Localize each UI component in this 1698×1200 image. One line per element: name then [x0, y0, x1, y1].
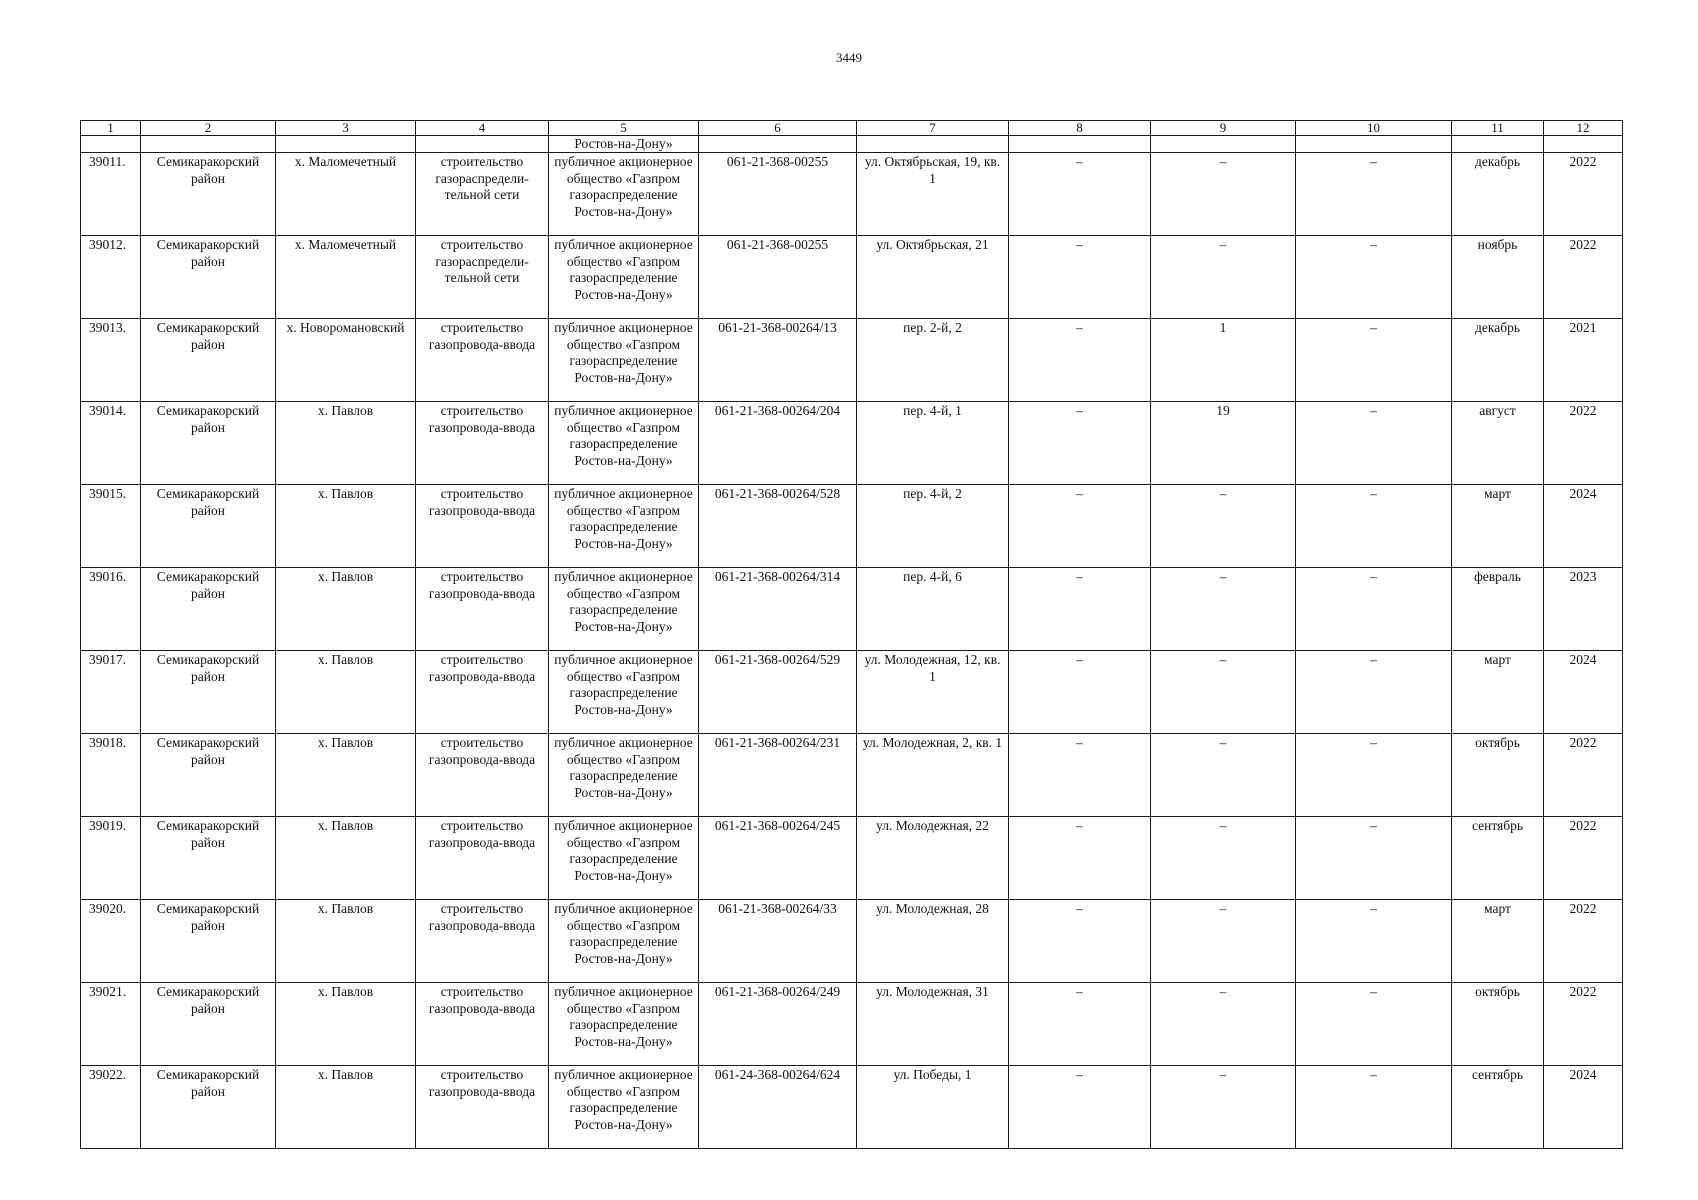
cell-address: [857, 136, 1009, 153]
cell-district: Семикаракорский район: [141, 236, 276, 319]
cell-col-10: –: [1296, 485, 1452, 568]
cell-address: ул. Молодежная, 12, кв. 1: [857, 651, 1009, 734]
registry-table: [80, 120, 1623, 1149]
cell-month: март: [1452, 900, 1544, 983]
table-row: [81, 734, 1623, 817]
cell-month: сентябрь: [1452, 1066, 1544, 1149]
cell-work-type: строительство газопровода-ввода: [416, 402, 549, 485]
cell-address: пер. 2-й, 2: [857, 319, 1009, 402]
cell-month: октябрь: [1452, 983, 1544, 1066]
cell-registry-number: 061-21-368-00264/204: [699, 402, 857, 485]
cell-col-8: –: [1009, 983, 1151, 1066]
cell-work-type: строительство газопровода-ввода: [416, 983, 549, 1066]
cell-settlement: х. Маломечетный: [276, 153, 416, 236]
cell-col-9: 19: [1151, 402, 1296, 485]
cell-organization: публичное акционерное общество «Газпром газораспределение Ростов-на-Дону»: [549, 734, 699, 817]
cell-col-8: –: [1009, 817, 1151, 900]
cell-address: ул. Октябрьская, 21: [857, 236, 1009, 319]
cell-col-8: –: [1009, 153, 1151, 236]
cell-organization: публичное акционерное общество «Газпром газораспределение Ростов-на-Дону»: [549, 485, 699, 568]
cell-work-type: [416, 136, 549, 153]
cell-registry-number: 6: [699, 121, 857, 136]
table-row: [81, 983, 1623, 1066]
cell-year: 2024: [1544, 1066, 1623, 1149]
cell-registry-number: 061-21-368-00264/245: [699, 817, 857, 900]
cell-organization: публичное акционерное общество «Газпром газораспределение Ростов-на-Дону»: [549, 817, 699, 900]
cell-month: февраль: [1452, 568, 1544, 651]
cell-col-8: 8: [1009, 121, 1151, 136]
cell-col-9: –: [1151, 153, 1296, 236]
cell-organization: публичное акционерное общество «Газпром газораспределение Ростов-на-Дону»: [549, 900, 699, 983]
cell-year: 2022: [1544, 817, 1623, 900]
cell-col-9: –: [1151, 568, 1296, 651]
cell-district: Семикаракорский район: [141, 817, 276, 900]
cell-settlement: [276, 136, 416, 153]
cell-district: Семикаракорский район: [141, 402, 276, 485]
cell-year: 2024: [1544, 485, 1623, 568]
cell-organization: публичное акционерное общество «Газпром газораспределение Ростов-на-Дону»: [549, 1066, 699, 1149]
cell-settlement: 3: [276, 121, 416, 136]
cell-col-10: –: [1296, 153, 1452, 236]
cell-address: 7: [857, 121, 1009, 136]
cell-year: 2022: [1544, 153, 1623, 236]
cell-organization: публичное акционерное общество «Газпром газораспределение Ростов-на-Дону»: [549, 568, 699, 651]
cell-col-9: –: [1151, 236, 1296, 319]
cell-col-10: –: [1296, 734, 1452, 817]
cell-district: Семикаракорский район: [141, 900, 276, 983]
cell-col-8: –: [1009, 402, 1151, 485]
cell-organization: публичное акционерное общество «Газпром газораспределение Ростов-на-Дону»: [549, 319, 699, 402]
cell-col-8: –: [1009, 734, 1151, 817]
cell-organization: публичное акционерное общество «Газпром газораспределение Ростов-на-Дону»: [549, 402, 699, 485]
table-row: [81, 900, 1623, 983]
cell-registry-number: [699, 136, 857, 153]
cell-row-number: 39013.: [81, 319, 141, 402]
cell-address: ул. Октябрьская, 19, кв. 1: [857, 153, 1009, 236]
cell-year: 2023: [1544, 568, 1623, 651]
cell-month: август: [1452, 402, 1544, 485]
cell-year: 2022: [1544, 734, 1623, 817]
cell-settlement: х. Павлов: [276, 734, 416, 817]
cell-work-type: строительство газопровода-ввода: [416, 1066, 549, 1149]
cell-work-type: строительство газопровода-ввода: [416, 485, 549, 568]
cell-row-number: 39022.: [81, 1066, 141, 1149]
cell-registry-number: 061-21-368-00264/528: [699, 485, 857, 568]
header-row: [81, 121, 1623, 136]
cell-col-8: –: [1009, 900, 1151, 983]
cell-row-number: 39019.: [81, 817, 141, 900]
cell-year: 2024: [1544, 651, 1623, 734]
cell-row-number: 39020.: [81, 900, 141, 983]
cell-col-10: –: [1296, 319, 1452, 402]
cell-district: [141, 136, 276, 153]
cell-work-type: 4: [416, 121, 549, 136]
cell-settlement: х. Новоромановский: [276, 319, 416, 402]
cell-settlement: х. Павлов: [276, 817, 416, 900]
table-row: [81, 153, 1623, 236]
cell-work-type: строительство газопровода-ввода: [416, 734, 549, 817]
table-row: [81, 236, 1623, 319]
table-body: [81, 121, 1623, 1149]
cell-col-9: –: [1151, 485, 1296, 568]
cell-organization: Ростов-на-Дону»: [549, 136, 699, 153]
cell-col-10: [1296, 136, 1452, 153]
cell-month: октябрь: [1452, 734, 1544, 817]
cell-settlement: х. Павлов: [276, 402, 416, 485]
cell-col-8: [1009, 136, 1151, 153]
cell-district: Семикаракорский район: [141, 485, 276, 568]
cell-year: [1544, 136, 1623, 153]
cell-col-8: –: [1009, 568, 1151, 651]
cell-year: 2022: [1544, 402, 1623, 485]
cell-col-10: –: [1296, 651, 1452, 734]
cell-work-type: строительство газораспредели-тельной сети: [416, 236, 549, 319]
page-number: 3449: [836, 50, 862, 65]
cell-district: Семикаракорский район: [141, 153, 276, 236]
cell-address: ул. Молодежная, 28: [857, 900, 1009, 983]
cell-month: 11: [1452, 121, 1544, 136]
cell-settlement: х. Павлов: [276, 983, 416, 1066]
cell-col-9: –: [1151, 983, 1296, 1066]
table-row: [81, 1066, 1623, 1149]
cell-row-number: 39016.: [81, 568, 141, 651]
cell-col-9: –: [1151, 900, 1296, 983]
cell-col-10: –: [1296, 568, 1452, 651]
cell-district: 2: [141, 121, 276, 136]
cell-month: [1452, 136, 1544, 153]
cell-row-number: 1: [81, 121, 141, 136]
cell-organization: публичное акционерное общество «Газпром газораспределение Ростов-на-Дону»: [549, 651, 699, 734]
cell-district: Семикаракорский район: [141, 734, 276, 817]
cell-row-number: [81, 136, 141, 153]
cell-col-8: –: [1009, 1066, 1151, 1149]
cell-year: 2022: [1544, 236, 1623, 319]
cell-year: 12: [1544, 121, 1623, 136]
cell-work-type: строительство газопровода-ввода: [416, 568, 549, 651]
cell-address: ул. Молодежная, 22: [857, 817, 1009, 900]
cell-registry-number: 061-21-368-00264/529: [699, 651, 857, 734]
cell-col-9: –: [1151, 1066, 1296, 1149]
cell-col-9: –: [1151, 817, 1296, 900]
cell-col-10: –: [1296, 900, 1452, 983]
cell-registry-number: 061-24-368-00264/624: [699, 1066, 857, 1149]
cell-row-number: 39015.: [81, 485, 141, 568]
table-row: [81, 319, 1623, 402]
cell-col-10: 10: [1296, 121, 1452, 136]
cell-registry-number: 061-21-368-00264/13: [699, 319, 857, 402]
cell-work-type: строительство газопровода-ввода: [416, 817, 549, 900]
table-row: [81, 402, 1623, 485]
cell-row-number: 39011.: [81, 153, 141, 236]
cell-district: Семикаракорский район: [141, 651, 276, 734]
cell-month: март: [1452, 651, 1544, 734]
cell-organization: 5: [549, 121, 699, 136]
cell-registry-number: 061-21-368-00264/314: [699, 568, 857, 651]
table-row: [81, 568, 1623, 651]
table-row: [81, 817, 1623, 900]
cell-year: 2022: [1544, 900, 1623, 983]
cell-district: Семикаракорский район: [141, 1066, 276, 1149]
cell-row-number: 39017.: [81, 651, 141, 734]
cell-col-10: –: [1296, 817, 1452, 900]
cell-row-number: 39012.: [81, 236, 141, 319]
cell-address: пер. 4-й, 2: [857, 485, 1009, 568]
cell-organization: публичное акционерное общество «Газпром газораспределение Ростов-на-Дону»: [549, 153, 699, 236]
cell-settlement: х. Павлов: [276, 568, 416, 651]
cell-row-number: 39021.: [81, 983, 141, 1066]
cell-settlement: х. Павлов: [276, 900, 416, 983]
cell-work-type: строительство газопровода-ввода: [416, 651, 549, 734]
cell-address: ул. Молодежная, 2, кв. 1: [857, 734, 1009, 817]
cell-month: ноябрь: [1452, 236, 1544, 319]
cell-col-8: –: [1009, 485, 1151, 568]
cell-registry-number: 061-21-368-00255: [699, 236, 857, 319]
cell-col-9: 1: [1151, 319, 1296, 402]
cell-month: декабрь: [1452, 319, 1544, 402]
cell-address: ул. Победы, 1: [857, 1066, 1009, 1149]
cell-registry-number: 061-21-368-00255: [699, 153, 857, 236]
cell-year: 2021: [1544, 319, 1623, 402]
cell-col-9: 9: [1151, 121, 1296, 136]
cell-address: пер. 4-й, 6: [857, 568, 1009, 651]
table-row: [81, 485, 1623, 568]
cell-col-10: –: [1296, 236, 1452, 319]
cell-organization: публичное акционерное общество «Газпром газораспределение Ростов-на-Дону»: [549, 983, 699, 1066]
cell-address: пер. 4-й, 1: [857, 402, 1009, 485]
cell-organization: публичное акционерное общество «Газпром газораспределение Ростов-на-Дону»: [549, 236, 699, 319]
cell-col-9: –: [1151, 734, 1296, 817]
cell-month: сентябрь: [1452, 817, 1544, 900]
cell-col-9: –: [1151, 651, 1296, 734]
cell-settlement: х. Павлов: [276, 1066, 416, 1149]
cell-registry-number: 061-21-368-00264/249: [699, 983, 857, 1066]
cell-registry-number: 061-21-368-00264/33: [699, 900, 857, 983]
cell-col-10: –: [1296, 402, 1452, 485]
cell-month: декабрь: [1452, 153, 1544, 236]
cell-year: 2022: [1544, 983, 1623, 1066]
cell-address: ул. Молодежная, 31: [857, 983, 1009, 1066]
continuation-row: [81, 136, 1623, 153]
cell-work-type: строительство газораспредели-тельной сети: [416, 153, 549, 236]
cell-col-10: –: [1296, 1066, 1452, 1149]
cell-col-9: [1151, 136, 1296, 153]
table-row: [81, 651, 1623, 734]
cell-registry-number: 061-21-368-00264/231: [699, 734, 857, 817]
cell-col-10: –: [1296, 983, 1452, 1066]
cell-district: Семикаракорский район: [141, 983, 276, 1066]
cell-district: Семикаракорский район: [141, 319, 276, 402]
cell-work-type: строительство газопровода-ввода: [416, 319, 549, 402]
cell-district: Семикаракорский район: [141, 568, 276, 651]
cell-row-number: 39014.: [81, 402, 141, 485]
cell-col-8: –: [1009, 236, 1151, 319]
cell-month: март: [1452, 485, 1544, 568]
cell-settlement: х. Павлов: [276, 485, 416, 568]
cell-col-8: –: [1009, 319, 1151, 402]
cell-row-number: 39018.: [81, 734, 141, 817]
cell-settlement: х. Маломечетный: [276, 236, 416, 319]
cell-col-8: –: [1009, 651, 1151, 734]
cell-settlement: х. Павлов: [276, 651, 416, 734]
cell-work-type: строительство газопровода-ввода: [416, 900, 549, 983]
